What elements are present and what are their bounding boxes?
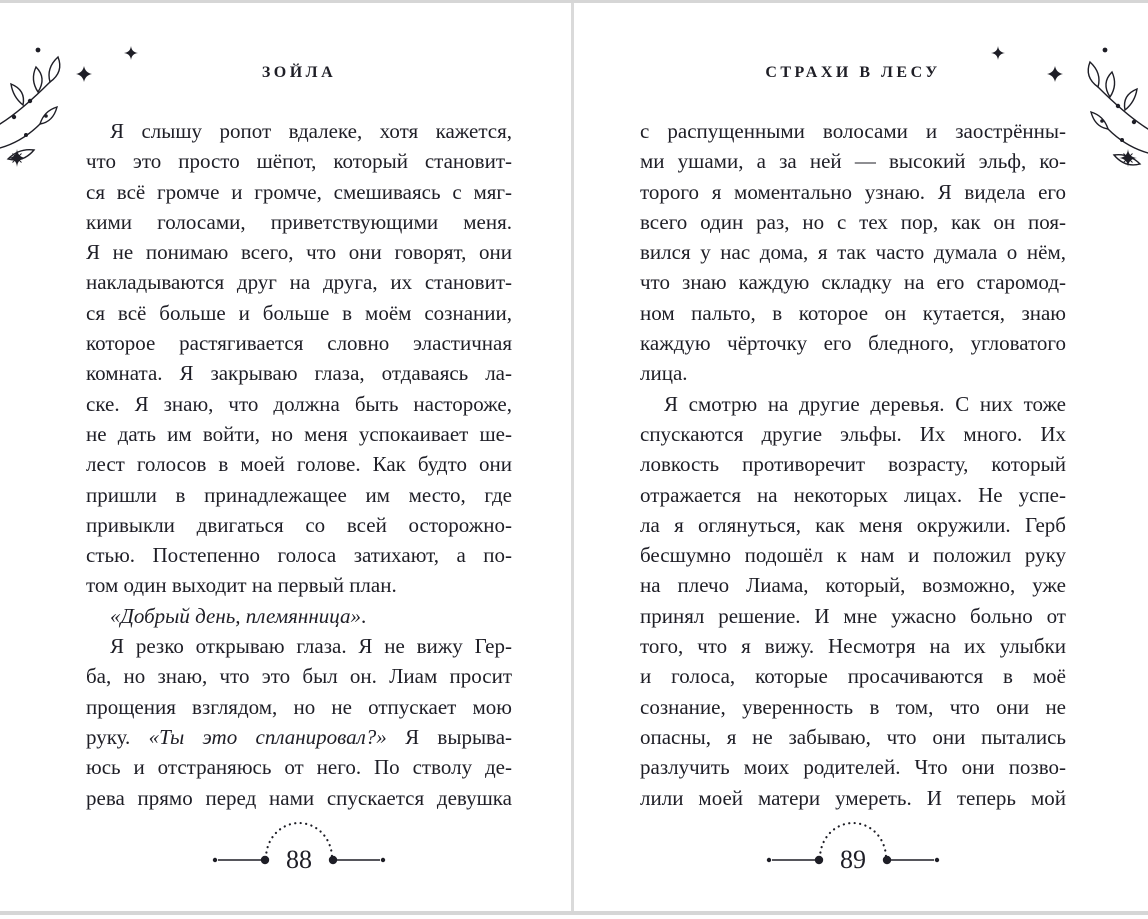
text-segment: торого я моментально узнаю. Я видела его bbox=[640, 179, 1066, 204]
text-segment: разлучить моих родителей. Что они позво- bbox=[640, 755, 1066, 780]
text-segment: бесшумно подошёл к нам и положил руку bbox=[640, 543, 1066, 568]
text-line bbox=[640, 146, 1066, 176]
text-line bbox=[86, 631, 512, 661]
text-line bbox=[640, 419, 1066, 449]
running-head-left: ЗОЙЛА bbox=[261, 64, 337, 81]
text-segment: юсь и отстраняюсь от него. По стволу де- bbox=[86, 755, 512, 780]
text-segment: лица. bbox=[640, 361, 688, 386]
text-line bbox=[640, 298, 1066, 328]
text-line bbox=[640, 389, 1066, 419]
text-segment: рева прямо перед нами спускается девушка bbox=[86, 785, 512, 810]
text-segment: того, что я вижу. Несмотря на их улыбки bbox=[640, 634, 1066, 659]
text-segment: и голоса, которые просачиваются в моё bbox=[640, 664, 1066, 689]
text-segment: не дать им войти, но меня успокаивает ше- bbox=[86, 421, 512, 446]
text-segment: кими голосами, приветствующими меня. bbox=[86, 209, 512, 234]
text-segment: ми ушами, а за ней — высокий эльф, ко- bbox=[640, 149, 1066, 174]
text-segment: руку. bbox=[86, 724, 149, 749]
text-segment: накладываются друг на друга, их становит- bbox=[86, 270, 512, 295]
text-line bbox=[86, 207, 512, 237]
text-line bbox=[86, 389, 512, 419]
text-line bbox=[640, 237, 1066, 267]
text-line bbox=[86, 570, 512, 600]
text-segment: пришли в принадлежащее им место, где bbox=[86, 482, 512, 507]
text-segment: ся всё громче и громче, смешиваясь с мяг- bbox=[86, 179, 512, 204]
text-line bbox=[86, 722, 512, 752]
text-segment: Я вырыва- bbox=[386, 724, 512, 749]
text-segment: лест голосов в моей голове. Как будто они bbox=[86, 452, 512, 477]
text-segment: спускаются другие эльфы. Их много. Их bbox=[640, 421, 1066, 446]
text-segment: ном пальто, в которое он кутается, знаю bbox=[640, 300, 1066, 325]
text-segment: Я смотрю на другие деревья. С них тоже bbox=[664, 391, 1066, 416]
text-segment-italic: «Добрый день, племянница» bbox=[110, 603, 362, 628]
text-segment: ба, но знаю, что это был он. Лиам просит bbox=[86, 664, 512, 689]
text-segment: принял решение. И мне ужасно больно от bbox=[640, 603, 1066, 628]
text-segment: Я слышу ропот вдалеке, хотя кажется, bbox=[110, 119, 512, 143]
text-segment-italic: «Ты это спланировал?» bbox=[148, 724, 387, 749]
text-segment: ловкость противоречит возрасту, который bbox=[640, 452, 1066, 477]
text-line bbox=[640, 510, 1066, 540]
text-segment: Я не понимаю всего, что они говорят, они bbox=[86, 240, 512, 265]
text-segment: сознание, уверенность в том, что они не bbox=[640, 694, 1066, 719]
text-line bbox=[86, 116, 512, 146]
text-line bbox=[86, 449, 512, 479]
text-line bbox=[86, 783, 512, 813]
text-line bbox=[640, 480, 1066, 510]
text-line bbox=[640, 783, 1066, 813]
text-segment: . bbox=[361, 603, 367, 628]
text-line bbox=[86, 177, 512, 207]
text-line bbox=[640, 631, 1066, 661]
text-segment: ске. Я знаю, что должна быть настороже, bbox=[86, 391, 512, 416]
text-segment: стью. Постепенно голоса затихают, а по- bbox=[86, 543, 512, 568]
text-line bbox=[86, 480, 512, 510]
text-line bbox=[640, 116, 1066, 146]
text-line bbox=[86, 510, 512, 540]
text-line bbox=[640, 540, 1066, 570]
text-line bbox=[640, 207, 1066, 237]
page-text-left bbox=[86, 116, 512, 813]
text-line bbox=[86, 540, 512, 570]
page-number: 88 bbox=[286, 845, 312, 874]
page-footer-left bbox=[86, 816, 512, 879]
text-line bbox=[86, 237, 512, 267]
text-line bbox=[86, 661, 512, 691]
text-line bbox=[86, 298, 512, 328]
text-segment: прощения взглядом, но не отпускает мою bbox=[86, 694, 512, 719]
text-line bbox=[640, 661, 1066, 691]
page-number: 89 bbox=[840, 845, 866, 874]
text-line bbox=[86, 601, 512, 631]
text-line bbox=[640, 328, 1066, 358]
text-segment: Я резко открываю глаза. Я не вижу Гер- bbox=[110, 634, 512, 659]
text-line bbox=[640, 692, 1066, 722]
text-segment: что это просто шёпот, который становит- bbox=[86, 149, 512, 174]
text-line bbox=[640, 267, 1066, 297]
text-segment: на плечо Лиама, который, возможно, уже bbox=[640, 573, 1066, 598]
text-line bbox=[86, 752, 512, 782]
text-segment: ла я оглянуться, как меня окружили. Герб bbox=[640, 512, 1066, 537]
text-segment: всего один раз, но с тех пор, как он поя- bbox=[640, 209, 1066, 234]
page-right bbox=[574, 0, 1148, 919]
text-segment: вился у нас дома, я так часто думала о нём, bbox=[640, 240, 1066, 265]
page-text-right bbox=[640, 116, 1066, 813]
running-head-right: СТРАХИ В ЛЕСУ bbox=[765, 64, 941, 81]
text-segment: привыкли двигаться со всей осторожно- bbox=[86, 512, 512, 537]
text-line bbox=[86, 358, 512, 388]
text-segment: что знаю каждую складку на его старомод- bbox=[640, 270, 1066, 295]
text-segment: каждую чёрточку его бледного, угловатого bbox=[640, 331, 1066, 356]
text-segment: ся всё больше и больше в моём сознании, bbox=[86, 300, 512, 325]
text-segment: опасны, я не забываю, что они пытались bbox=[640, 724, 1066, 749]
text-line bbox=[86, 267, 512, 297]
text-segment: лили моей матери умереть. И теперь мой bbox=[640, 785, 1066, 810]
text-line bbox=[640, 358, 1066, 388]
text-line bbox=[640, 752, 1066, 782]
page-number-ornament bbox=[209, 816, 389, 874]
text-line bbox=[86, 692, 512, 722]
text-segment: комната. Я закрываю глаза, отдаваясь ла- bbox=[86, 361, 512, 386]
text-line bbox=[640, 601, 1066, 631]
text-segment: том один выходит на первый план. bbox=[86, 573, 397, 598]
text-line bbox=[640, 722, 1066, 752]
text-segment: которое растягивается словно эластичная bbox=[86, 331, 512, 356]
text-segment: с распущенными волосами и заострённы- bbox=[640, 119, 1066, 143]
text-line bbox=[86, 146, 512, 176]
text-line bbox=[86, 328, 512, 358]
text-line bbox=[640, 177, 1066, 207]
page-footer-right bbox=[640, 816, 1066, 879]
text-line bbox=[86, 419, 512, 449]
text-segment: отражается на некоторых лицах. Не успе- bbox=[640, 482, 1066, 507]
text-line bbox=[640, 449, 1066, 479]
text-line bbox=[640, 570, 1066, 600]
page-number-ornament bbox=[763, 816, 943, 874]
